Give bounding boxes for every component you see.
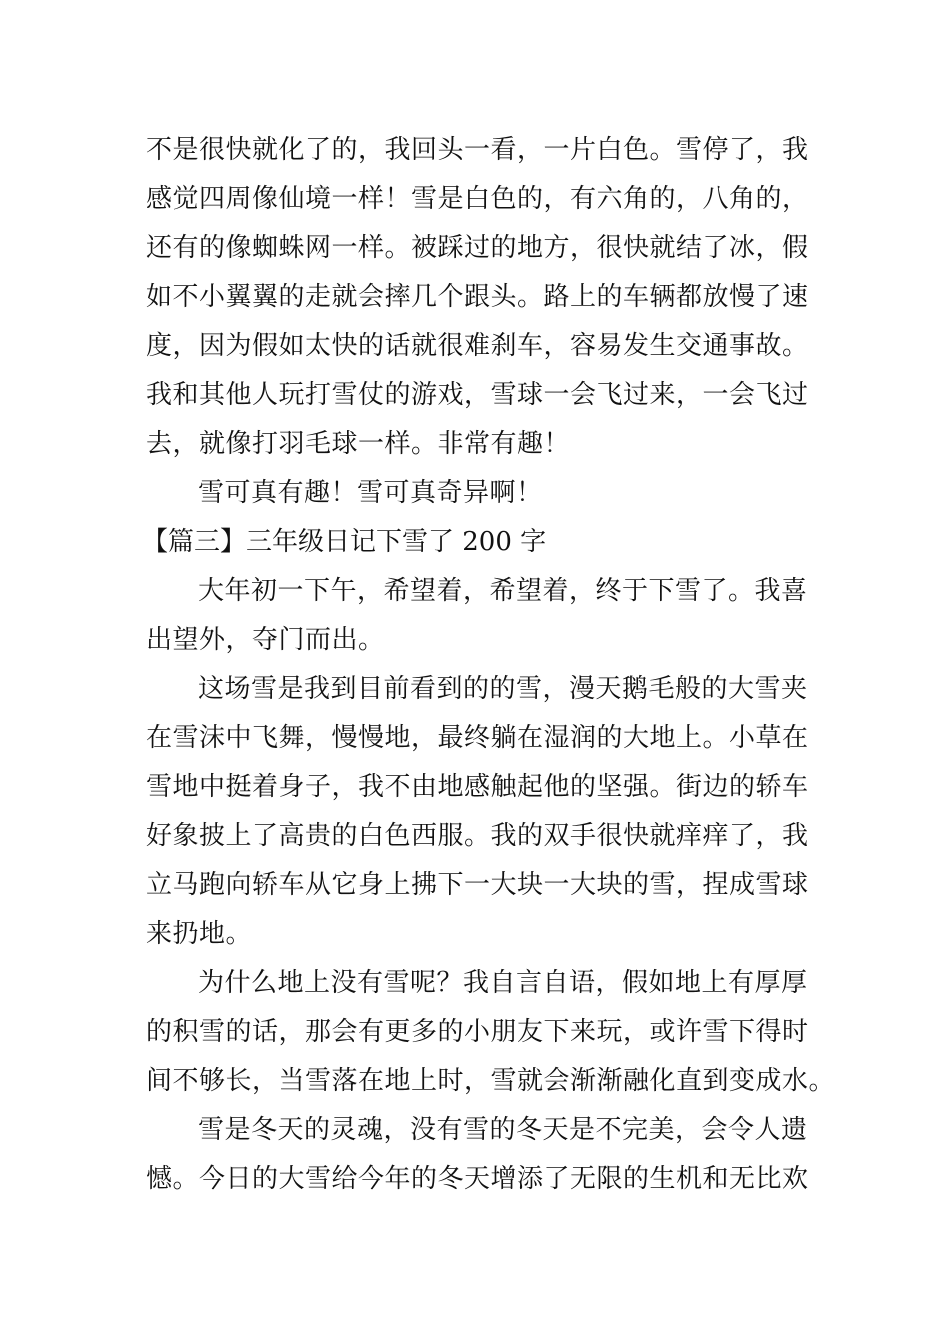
text-line: 在雪沫中飞舞，慢慢地，最终躺在湿润的大地上。小草在 [146,723,809,753]
text-line: 不是很快就化了的，我回头一看，一片白色。雪停了，我 [146,135,809,165]
text-line: 雪地中挺着身子，我不由地感触起他的坚强。街边的轿车 [146,772,809,802]
text-line: 间不够长，当雪落在地上时，雪就会渐渐融化直到变成水。 [146,1066,836,1096]
text-line: 为什么地上没有雪呢？我自言自语，假如地上有厚厚 [198,968,808,998]
text-line: 的积雪的话，那会有更多的小朋友下来玩，或许雪下得时 [146,1017,809,1047]
text-line: 去，就像打羽毛球一样。非常有趣！ [146,429,571,459]
text-line: 立马跑向轿车从它身上拂下一大块一大块的雪，捏成雪球 [146,870,809,900]
section-heading: 【篇三】三年级日记下雪了 200 字 [142,527,547,557]
text-line: 感觉四周像仙境一样！雪是白色的，有六角的，八角的， [146,184,809,214]
text-line: 度，因为假如太快的话就很难刹车，容易发生交通事故。 [146,331,809,361]
text-line: 雪是冬天的灵魂，没有雪的冬天是不完美，会令人遗 [198,1115,808,1145]
text-line: 来扔地。 [146,919,253,949]
text-line: 还有的像蜘蛛网一样。被踩过的地方，很快就结了冰，假 [146,233,809,263]
text-line: 憾。今日的大雪给今年的冬天增添了无限的生机和无比欢 [146,1164,809,1194]
text-line: 出望外，夺门而出。 [146,625,385,655]
text-line: 这场雪是我到目前看到的的雪，漫天鹅毛般的大雪夹 [198,674,808,704]
text-line: 我和其他人玩打雪仗的游戏，雪球一会飞过来，一会飞过 [146,380,809,410]
text-line: 如不小翼翼的走就会摔几个跟头。路上的车辆都放慢了速 [146,282,809,312]
text-line: 雪可真有趣！雪可真奇异啊！ [198,478,543,508]
text-line: 大年初一下午，希望着，希望着，终于下雪了。我喜 [198,576,808,606]
text-line: 好象披上了高贵的白色西服。我的双手很快就痒痒了，我 [146,821,809,851]
document-page [142,126,836,1204]
